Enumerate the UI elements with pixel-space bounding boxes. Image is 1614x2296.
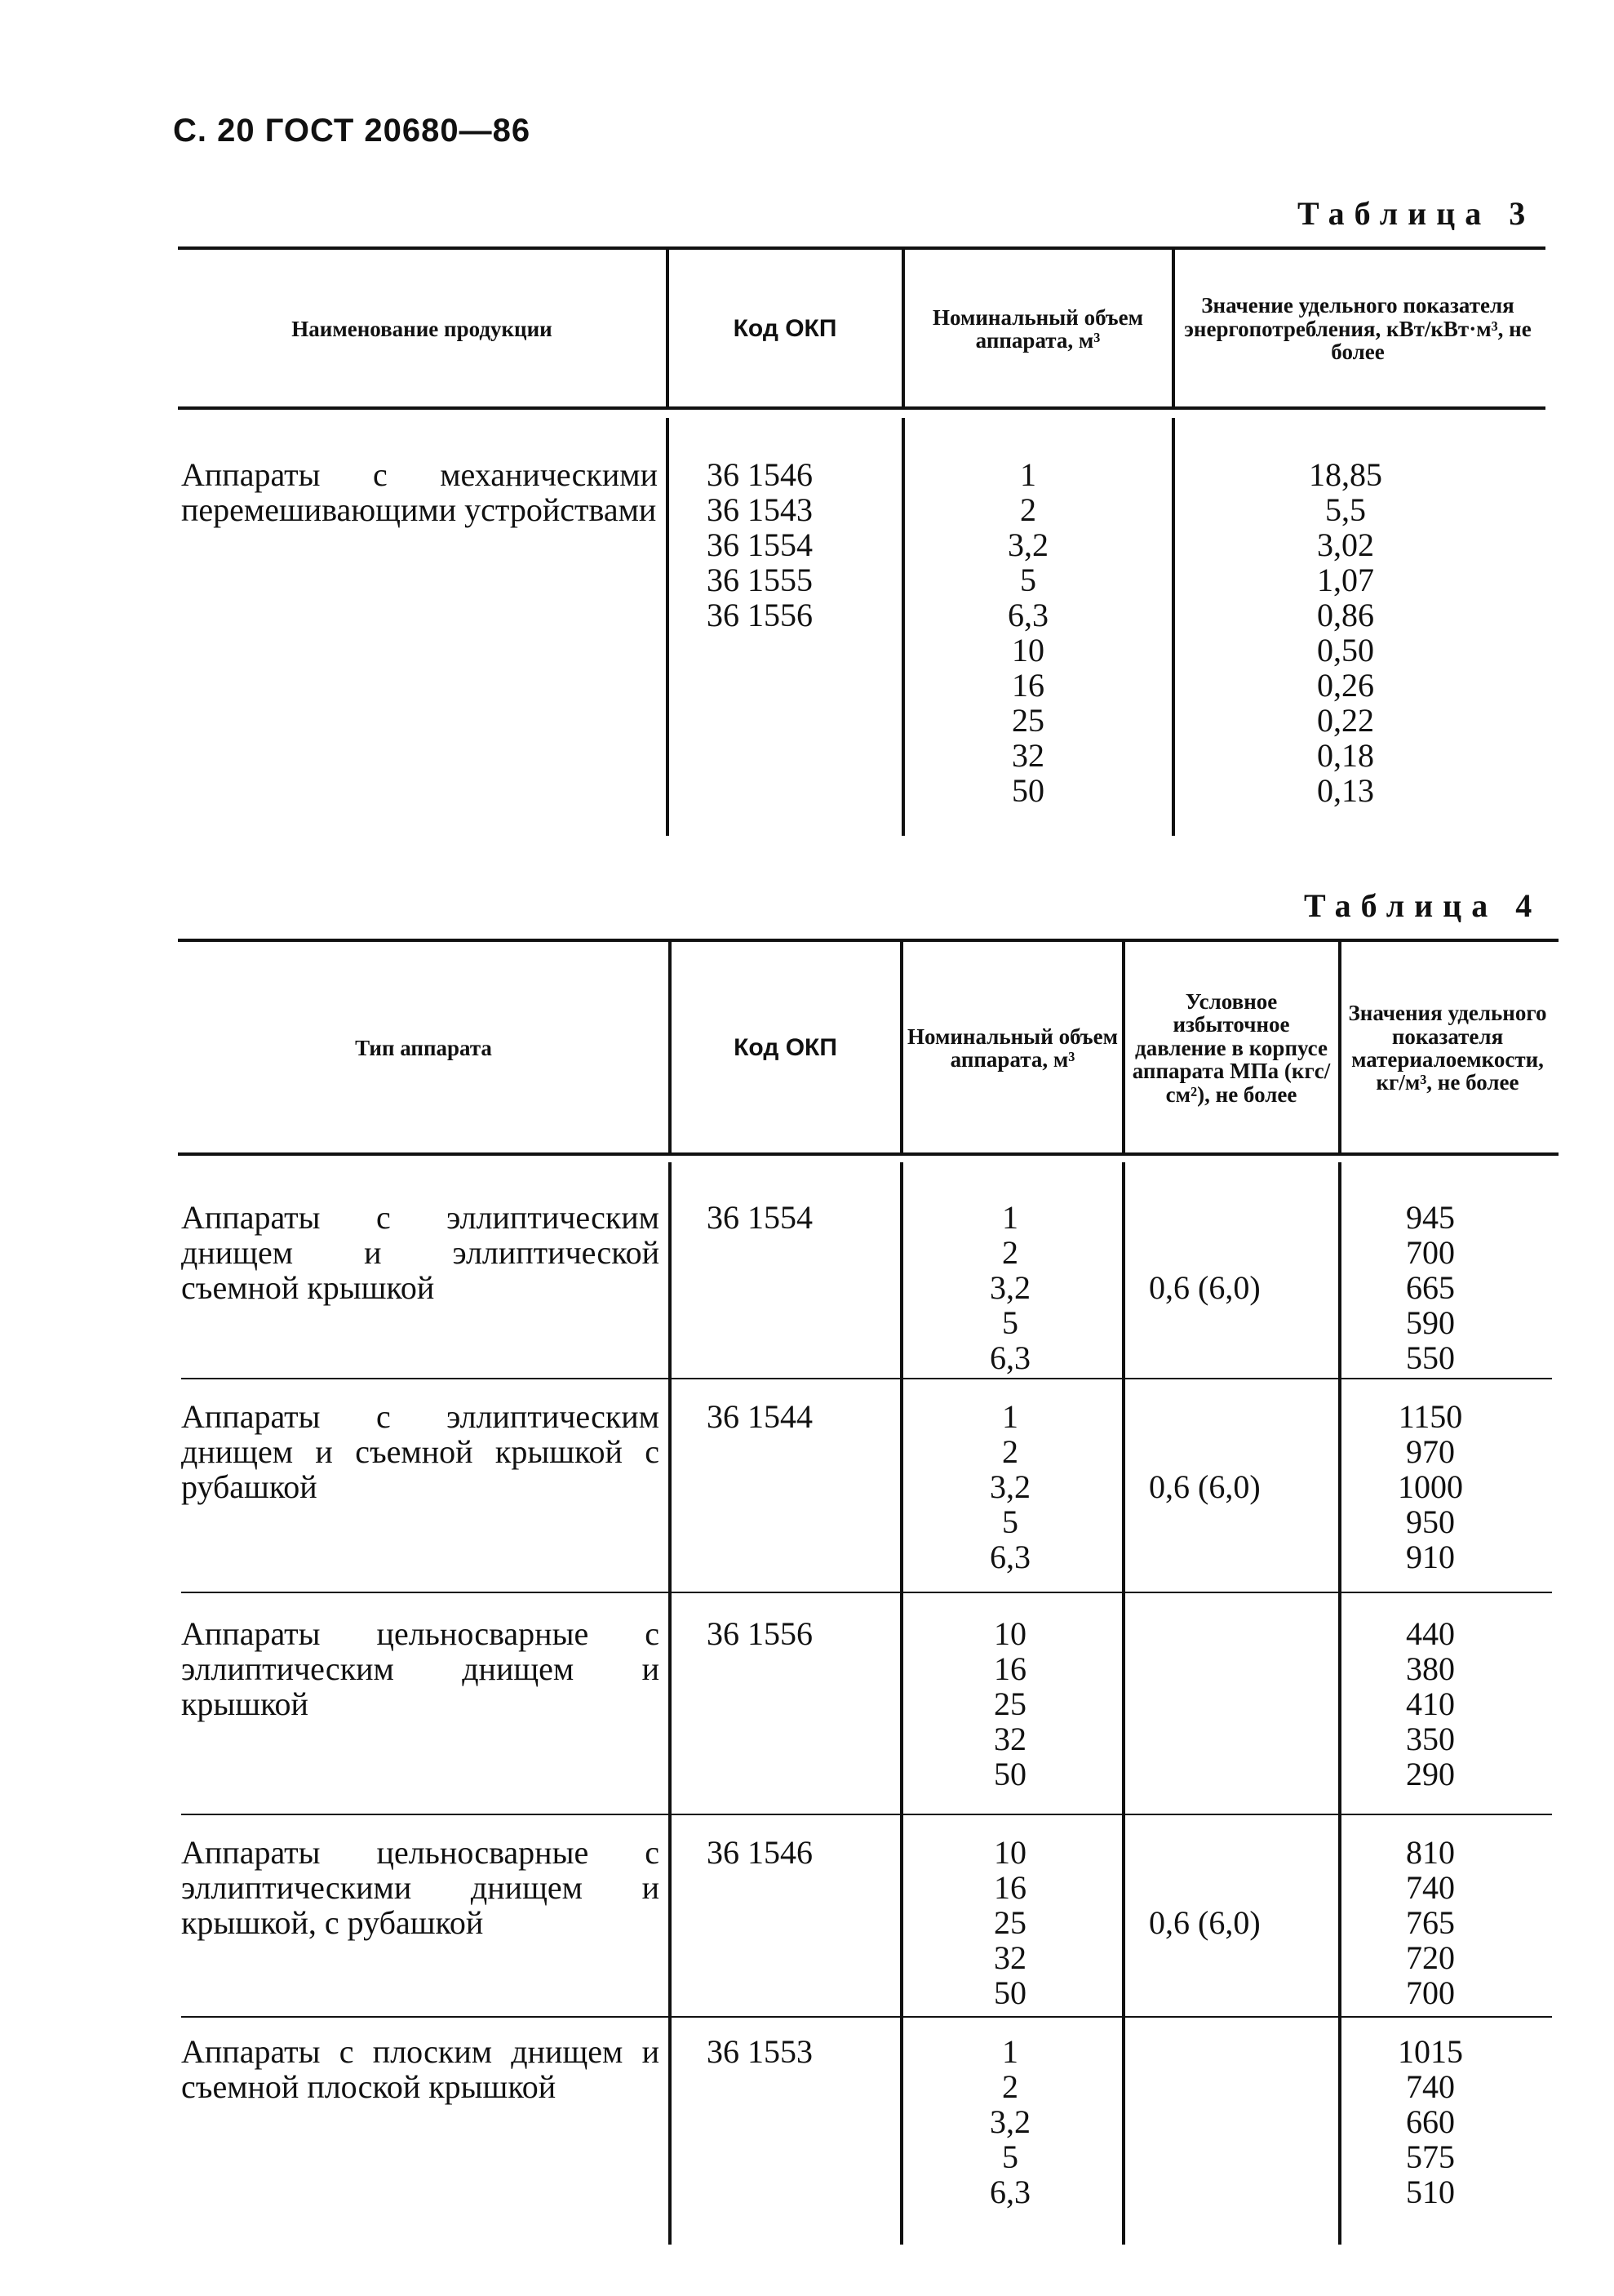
volume-value: 3,2	[990, 1269, 1031, 1306]
volume-value: 3,2	[990, 2103, 1031, 2140]
table4-col-divider	[1338, 942, 1341, 1152]
volume-value: 32	[994, 1939, 1026, 1976]
table3-header-rule	[178, 406, 1545, 410]
table4-col-divider	[1122, 1162, 1125, 2245]
table4-header-material: Значения удельного показателя материалоемкости, кг/м³, не более	[1348, 1001, 1547, 1095]
energy-value: 0,18	[1317, 737, 1374, 774]
material-value: 740	[1406, 1869, 1455, 1906]
table3-header-name: Наименование продукции	[291, 316, 552, 341]
volume-value: 10	[994, 1615, 1026, 1652]
volume-value: 16	[994, 1869, 1026, 1906]
table4-material-list	[1377, 1200, 1483, 1375]
table4-type-name: Аппараты цельносварные с эллиптическими днищем и крышкой, с рубашкой	[181, 1834, 659, 1941]
material-value: 660	[1406, 2103, 1455, 2140]
material-value: 700	[1406, 1234, 1455, 1271]
table3-col-divider	[666, 418, 669, 836]
table4-material-list	[1377, 1616, 1483, 1792]
material-value: 810	[1406, 1834, 1455, 1871]
table3-okp-list	[707, 457, 813, 633]
material-value: 950	[1406, 1503, 1455, 1540]
table4-group-rule	[181, 1814, 1552, 1815]
volume-value: 50	[994, 1974, 1026, 2011]
volume-value: 2	[1002, 1433, 1018, 1470]
material-value: 1000	[1398, 1468, 1463, 1505]
okp-code: 36 1556	[707, 597, 813, 633]
table4-pressure-value	[1149, 1835, 1261, 2010]
okp-code: 36 1554	[707, 526, 813, 563]
table4-header-volume: Номинальный объем аппарата, м³	[907, 1024, 1119, 1072]
table3-volume-list	[979, 457, 1077, 808]
energy-value: 1,07	[1317, 562, 1374, 598]
table4-group-rule	[181, 1378, 1552, 1379]
table4-col-divider	[900, 942, 903, 1152]
table4-volume-list	[961, 1835, 1059, 2010]
energy-value: 0,50	[1317, 632, 1374, 668]
table4-pressure-value	[1149, 1200, 1261, 1375]
energy-value: 0,22	[1317, 702, 1374, 739]
volume-value: 2	[1002, 2068, 1018, 2105]
table4-type-name: Аппараты с плоским днищем и съемной плоской крышкой	[181, 2033, 659, 2105]
table4-header-pressure: Условное избыточное давление в корпусе аппарата МПа (кгс/см²), не более	[1132, 989, 1331, 1107]
table3-header-energy: Значение удельного показателя энергопотребления, кВт/кВт·м³, не более	[1184, 293, 1532, 365]
table4-group-rule	[181, 1592, 1552, 1593]
okp-code: 36 1555	[707, 562, 813, 598]
material-value: 380	[1406, 1650, 1455, 1687]
table3-header-volume: Номинальный объем аппарата, м³	[932, 304, 1144, 353]
volume-value: 50	[1012, 772, 1044, 809]
energy-value: 3,02	[1317, 526, 1374, 563]
table4-material-list	[1377, 1835, 1483, 2010]
material-value: 440	[1406, 1615, 1455, 1652]
table3-col-divider	[666, 250, 669, 406]
table3-col-divider	[902, 250, 905, 406]
volume-value: 6,3	[990, 1539, 1031, 1575]
material-value: 510	[1406, 2174, 1455, 2210]
table4-okp-code: 36 1556	[707, 1615, 813, 1652]
table4-volume-list	[961, 1616, 1059, 1792]
material-value: 590	[1406, 1304, 1455, 1341]
table4-type-name: Аппараты цельносварные с эллиптическим днищем и крышкой	[181, 1615, 659, 1722]
volume-value: 32	[1012, 737, 1044, 774]
material-value: 910	[1406, 1539, 1455, 1575]
table4-material-list	[1377, 1399, 1483, 1574]
table4-material-list	[1377, 2034, 1483, 2209]
table4-pressure-value	[1149, 1399, 1261, 1574]
material-value: 550	[1406, 1339, 1455, 1376]
table4-col-divider	[668, 1162, 672, 2245]
okp-code: 36 1546	[707, 456, 813, 493]
table4-volume-list	[961, 1399, 1059, 1574]
volume-value: 32	[994, 1721, 1026, 1757]
volume-value: 1	[1002, 1199, 1018, 1236]
table4-header-type: Тип аппарата	[355, 1035, 492, 1060]
volume-value: 5	[1002, 1304, 1018, 1341]
volume-value: 25	[994, 1904, 1026, 1941]
table4-volume-list	[961, 1200, 1059, 1375]
table4-col-divider	[1122, 942, 1125, 1152]
energy-value: 5,5	[1325, 491, 1366, 528]
table3-header-okp: Код ОКП	[733, 315, 837, 343]
table4-header-okp: Код ОКП	[734, 1034, 837, 1062]
material-value: 720	[1406, 1939, 1455, 1976]
material-value: 290	[1406, 1756, 1455, 1792]
material-value: 1150	[1398, 1398, 1463, 1435]
table3-product-name: Аппараты с механическими перемешивающими устройствами	[181, 456, 658, 528]
volume-value: 2	[1020, 491, 1036, 528]
table4-okp-code: 36 1554	[707, 1199, 813, 1236]
okp-code: 36 1543	[707, 491, 813, 528]
table4-okp-code: 36 1546	[707, 1834, 813, 1871]
table4-header-rule	[178, 1152, 1559, 1156]
table4-okp-code: 36 1544	[707, 1398, 813, 1435]
table4-okp-code: 36 1553	[707, 2033, 813, 2070]
table4-caption: Таблица 4	[1304, 887, 1542, 924]
volume-value: 16	[994, 1650, 1026, 1687]
pressure-text: 0,6 (6,0)	[1149, 1269, 1261, 1306]
energy-value: 0,86	[1317, 597, 1374, 633]
volume-value: 1	[1002, 2033, 1018, 2070]
energy-value: 0,26	[1317, 667, 1374, 704]
material-value: 945	[1406, 1199, 1455, 1236]
volume-value: 6,3	[990, 2174, 1031, 2210]
volume-value: 25	[1012, 702, 1044, 739]
table4-top-rule	[178, 939, 1559, 942]
energy-value: 0,13	[1317, 772, 1374, 809]
table4-group-rule	[181, 2016, 1552, 2018]
volume-value: 25	[994, 1685, 1026, 1722]
volume-value: 50	[994, 1756, 1026, 1792]
volume-value: 6,3	[1008, 597, 1049, 633]
volume-value: 5	[1002, 1503, 1018, 1540]
material-value: 700	[1406, 1974, 1455, 2011]
pressure-text: 0,6 (6,0)	[1149, 1468, 1261, 1505]
table4-type-name: Аппараты с эллиптическим днищем и эллиптической съемной крышкой	[181, 1199, 659, 1306]
volume-value: 2	[1002, 1234, 1018, 1271]
table3-col-divider	[1172, 418, 1175, 836]
table3-caption: Таблица 3	[1297, 195, 1536, 232]
material-value: 575	[1406, 2138, 1455, 2175]
material-value: 970	[1406, 1433, 1455, 1470]
table4-type-name: Аппараты с эллиптическим днищем и съемной крышкой с рубашкой	[181, 1398, 659, 1505]
volume-value: 10	[994, 1834, 1026, 1871]
volume-value: 10	[1012, 632, 1044, 668]
table4-col-divider	[668, 942, 672, 1152]
table3-top-rule	[178, 246, 1545, 250]
material-value: 765	[1406, 1904, 1455, 1941]
volume-value: 3,2	[990, 1468, 1031, 1505]
material-value: 350	[1406, 1721, 1455, 1757]
material-value: 740	[1406, 2068, 1455, 2105]
material-value: 665	[1406, 1269, 1455, 1306]
material-value: 410	[1406, 1685, 1455, 1722]
energy-value: 18,85	[1309, 456, 1382, 493]
table3-col-divider	[902, 418, 905, 836]
table4-col-divider	[900, 1162, 903, 2245]
table3-col-divider	[1172, 250, 1175, 406]
page-header: С. 20 ГОСТ 20680—86	[173, 113, 531, 149]
volume-value: 5	[1002, 2138, 1018, 2175]
volume-value: 1	[1020, 456, 1036, 493]
volume-value: 5	[1020, 562, 1036, 598]
table4-col-divider	[1338, 1162, 1341, 2245]
pressure-text: 0,6 (6,0)	[1149, 1904, 1261, 1941]
volume-value: 6,3	[990, 1339, 1031, 1376]
volume-value: 3,2	[1008, 526, 1049, 563]
volume-value: 16	[1012, 667, 1044, 704]
table3-energy-list	[1284, 457, 1407, 808]
volume-value: 1	[1002, 1398, 1018, 1435]
material-value: 1015	[1398, 2033, 1463, 2070]
table4-volume-list	[961, 2034, 1059, 2209]
